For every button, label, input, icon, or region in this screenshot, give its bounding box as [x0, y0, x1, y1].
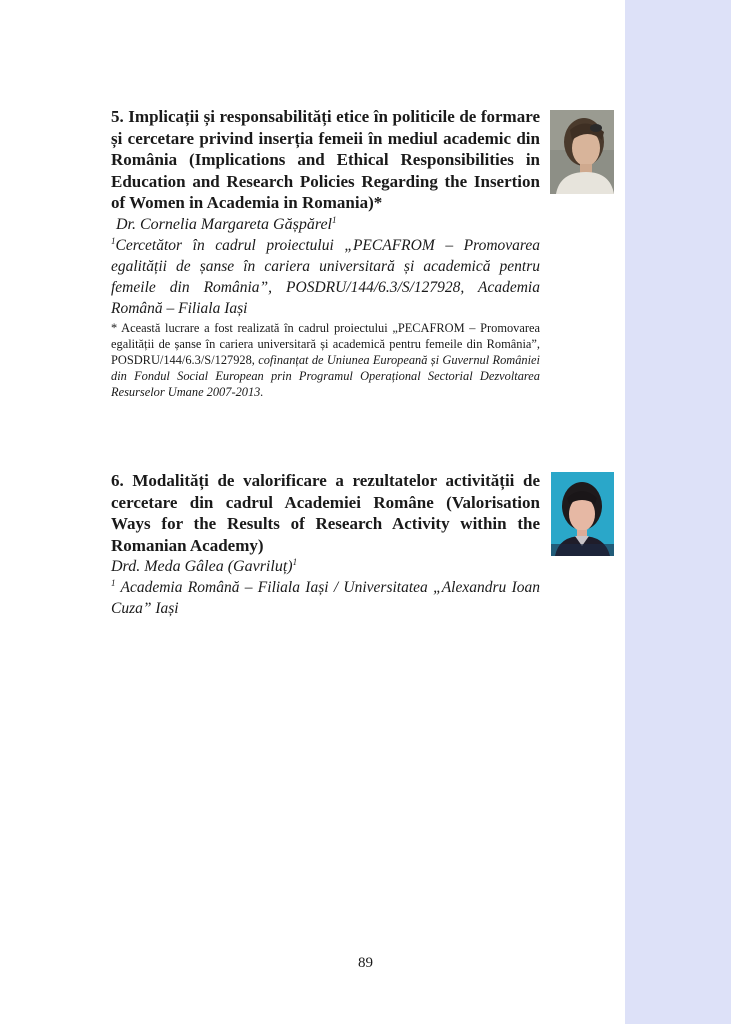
entry-6-title: 6. Modalități de valorificare a rezultatelor activității de cercetare din cadrul Academiei Române (Valorisation Ways for the Results of Research Activity within the Romanian Academy)	[111, 471, 540, 555]
side-margin-band	[625, 0, 731, 1024]
entry-5-title: 5. Implicații și responsabilități etice în politicile de formare și cercetare privind inserția femeii în mediul academic din România (Implications and Ethical Responsibilities in Education and Research Policies Regarding the Insertion of Women in Academia in Romania)*	[111, 107, 541, 212]
entry-5-affiliation: $^1$Cercetător în cadrul proiectului „PECAFROM – Promovarea egalității de șanse în cariera universitară și academică pentru femeile din România”, POSDRU/144/6.3/S/127928, Academia Română – Filiala Iași	[111, 235, 540, 317]
entry-5	[111, 106, 540, 400]
entry-5-funding-note: * Această lucrare a fost realizată în cadrul proiectului „PECAFROM – Promovarea egalității de șanse în cariera universitară și academică pentru femeile din România”, POSDRU/144/6.3/S/127928, cofinanțat de Uniunea Europeană și Guvernul României din Fondul Social European prin Programul Operațional Sectorial Dezvoltarea Resurselor Umane 2007-2013.	[111, 320, 540, 399]
entry-6-affiliation: $^1$ Academia Română – Filiala Iași / Universitatea „Alexandru Ioan Cuza” Iași	[111, 578, 540, 617]
page-number: 89	[358, 955, 373, 971]
author-photo-gasparel	[550, 110, 614, 194]
entry-6-author: Drd. Meda Gâlea (Gavriluț)$^1$	[111, 557, 298, 575]
entry-5-author: Dr. Cornelia Margareta Gășpărel$^1$	[116, 214, 337, 233]
entry-6	[111, 470, 540, 619]
author-photo-galea	[551, 472, 614, 556]
